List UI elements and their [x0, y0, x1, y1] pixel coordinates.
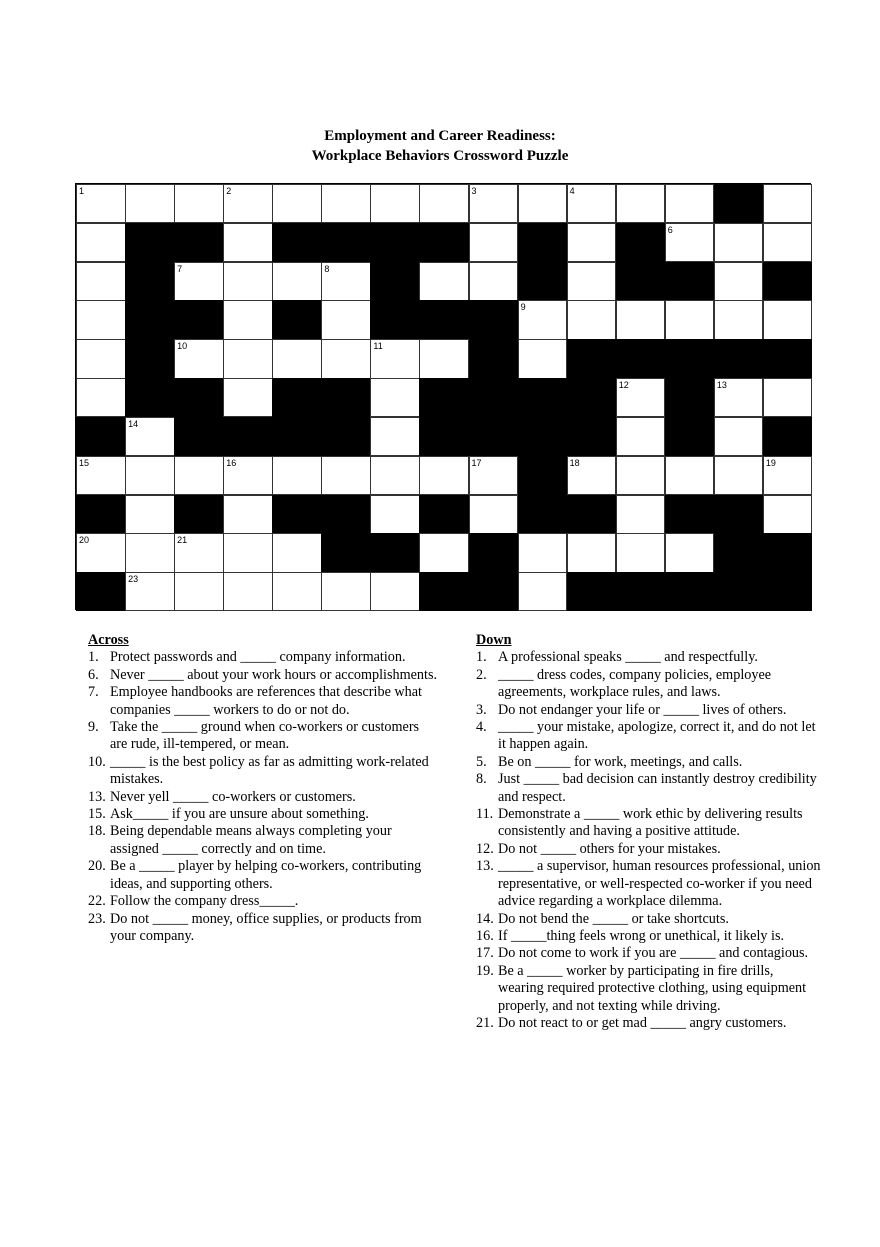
clue-text: _____ a supervisor, human resources professional, union representative, or well-respected co-worker if you need advice regarding a workplace dilemma.	[498, 858, 821, 910]
across-clue	[88, 649, 438, 666]
grid-cell[interactable]	[419, 262, 469, 301]
grid-cell-blocked	[321, 378, 371, 417]
grid-cell-blocked	[567, 495, 617, 534]
grid-cell-blocked	[370, 223, 420, 262]
clue-number: 19	[765, 457, 776, 468]
clue-number: 8	[324, 263, 330, 274]
clue-number: 22.	[88, 893, 106, 910]
grid-cell-blocked	[321, 223, 371, 262]
down-clue	[476, 649, 821, 666]
clue-text: Demonstrate a _____ work ethic by delivering results consistently and having a positive attitude.	[498, 806, 803, 840]
clue-number: 11	[373, 341, 383, 352]
grid-cell[interactable]	[76, 184, 126, 223]
down-clue	[476, 719, 821, 754]
clue-text: _____ is the best policy as far as admitting work-related mistakes.	[110, 753, 429, 788]
grid-cell[interactable]	[763, 495, 813, 534]
grid-cell-blocked	[518, 495, 568, 534]
clue-number: 12.	[476, 840, 494, 857]
grid-cell[interactable]	[763, 223, 813, 262]
grid-cell[interactable]	[469, 495, 519, 534]
grid-cell-blocked	[174, 223, 224, 262]
grid-cell-blocked	[714, 533, 764, 572]
clue-number: 4.	[476, 719, 487, 736]
grid-cell-blocked	[665, 572, 715, 611]
clue-number: 7	[177, 263, 183, 274]
grid-cell-blocked	[125, 339, 175, 378]
clue-number: 6	[667, 224, 673, 235]
grid-cell-blocked	[272, 300, 322, 339]
grid-cell-blocked	[174, 417, 224, 456]
down-clue	[476, 754, 821, 771]
clue-number: 14	[128, 418, 139, 429]
grid-cell-blocked	[419, 572, 469, 611]
crossword-grid	[75, 183, 811, 610]
grid-cell[interactable]	[223, 262, 273, 301]
grid-cell[interactable]	[714, 262, 764, 301]
grid-cell-blocked	[419, 417, 469, 456]
grid-cell[interactable]	[125, 417, 175, 456]
grid-cell[interactable]	[616, 300, 666, 339]
down-heading: Down	[476, 632, 512, 648]
grid-cell-blocked	[370, 533, 420, 572]
clue-text: Do not come to work if you are _____ and contagious.	[498, 945, 809, 962]
clue-number: 11.	[476, 806, 494, 823]
grid-cell-blocked	[174, 378, 224, 417]
clue-number: 1.	[476, 649, 487, 666]
title-line-1: Employment and Career Readiness:	[324, 128, 556, 144]
clue-number: 2.	[476, 666, 487, 683]
grid-cell-blocked	[223, 417, 273, 456]
grid-cell[interactable]	[567, 533, 617, 572]
clue-number: 13	[716, 380, 727, 391]
across-clue	[88, 667, 438, 684]
grid-cell-blocked	[567, 339, 617, 378]
grid-cell-blocked	[763, 572, 813, 611]
grid-cell[interactable]	[567, 300, 617, 339]
clue-text: Do not _____ others for your mistakes.	[498, 840, 721, 857]
grid-cell-blocked	[518, 417, 568, 456]
grid-cell-blocked	[518, 456, 568, 495]
grid-cell[interactable]	[665, 184, 715, 223]
clue-number: 19.	[476, 962, 494, 979]
grid-cell[interactable]	[469, 223, 519, 262]
grid-cell-blocked	[469, 572, 519, 611]
grid-cell[interactable]	[469, 262, 519, 301]
title-line-2: Workplace Behaviors Crossword Puzzle	[311, 148, 569, 164]
grid-cell[interactable]	[321, 572, 371, 611]
clue-number: 23.	[88, 910, 106, 927]
clue-number: 14.	[476, 910, 494, 927]
clue-number: 13.	[88, 788, 106, 805]
clue-number: 20.	[88, 858, 106, 875]
clue-text: Take the _____ ground when co-workers or customers are rude, ill-tempered, or mean.	[110, 719, 420, 753]
grid-cell[interactable]	[763, 184, 813, 223]
grid-cell[interactable]	[174, 262, 224, 301]
across-clues	[88, 632, 438, 945]
clue-text: Being dependable means always completing your assigned _____ correctly and on time.	[110, 823, 392, 857]
grid-cell-blocked	[714, 339, 764, 378]
grid-cell-blocked	[665, 378, 715, 417]
clue-number: 7.	[88, 684, 99, 701]
grid-cell-blocked	[763, 533, 813, 572]
clue-number: 4	[569, 186, 575, 196]
grid-cell-blocked	[518, 223, 568, 262]
down-clue	[476, 841, 821, 858]
clue-text: Do not _____ money, office supplies, or products from your company.	[110, 910, 422, 944]
grid-cell[interactable]	[567, 184, 617, 223]
grid-cell-blocked	[174, 495, 224, 534]
grid-cell-blocked	[370, 300, 420, 339]
grid-cell[interactable]	[174, 572, 224, 611]
grid-cell[interactable]	[321, 339, 371, 378]
grid-cell-blocked	[616, 223, 666, 262]
across-clue	[88, 911, 438, 946]
clue-text: Never yell _____ co-workers or customers.	[110, 788, 356, 805]
grid-cell[interactable]	[714, 223, 764, 262]
down-clue	[476, 702, 821, 719]
grid-cell[interactable]	[272, 456, 322, 495]
grid-cell[interactable]	[714, 300, 764, 339]
grid-cell[interactable]	[223, 456, 273, 495]
grid-cell-blocked	[419, 223, 469, 262]
across-clue	[88, 858, 438, 893]
grid-cell-blocked	[665, 417, 715, 456]
clue-text: Just _____ bad decision can instantly destroy credibility and respect.	[498, 771, 817, 805]
grid-cell-blocked	[616, 572, 666, 611]
grid-cell-blocked	[469, 300, 519, 339]
grid-cell-blocked	[567, 417, 617, 456]
grid-cell[interactable]	[616, 495, 666, 534]
grid-cell-blocked	[370, 262, 420, 301]
grid-cell[interactable]	[125, 184, 175, 223]
grid-cell[interactable]	[419, 339, 469, 378]
grid-cell[interactable]	[567, 262, 617, 301]
down-clues	[476, 632, 821, 1032]
grid-cell[interactable]	[272, 339, 322, 378]
clue-number: 9	[520, 302, 526, 313]
grid-cell[interactable]	[321, 262, 371, 301]
grid-cell[interactable]	[223, 378, 273, 417]
grid-cell[interactable]	[616, 456, 666, 495]
grid-cell[interactable]	[518, 300, 568, 339]
grid-cell[interactable]	[370, 572, 420, 611]
grid-cell-blocked	[272, 495, 322, 534]
grid-cell-blocked	[714, 495, 764, 534]
grid-cell[interactable]	[665, 533, 715, 572]
across-clue	[88, 893, 438, 910]
down-clue	[476, 806, 821, 841]
grid-cell[interactable]	[76, 456, 126, 495]
clue-number: 21.	[476, 1014, 494, 1031]
grid-cell[interactable]	[763, 456, 813, 495]
grid-cell[interactable]	[321, 184, 371, 223]
grid-cell[interactable]	[370, 456, 420, 495]
grid-cell[interactable]	[223, 533, 273, 572]
grid-cell-blocked	[272, 378, 322, 417]
down-clue-list	[476, 649, 821, 1032]
grid-cell[interactable]	[665, 223, 715, 262]
clue-number: 15	[79, 457, 90, 468]
grid-cell-blocked	[125, 300, 175, 339]
clue-text: Do not endanger your life or _____ lives of others.	[498, 701, 787, 718]
grid-cell-blocked	[665, 495, 715, 534]
clue-number: 1	[79, 186, 85, 196]
clue-text: Be a _____ worker by participating in fire drills, wearing required protective clothing, using equipment properly, and not texting while driving.	[498, 962, 807, 1014]
down-clue	[476, 963, 821, 1015]
grid-cell[interactable]	[518, 184, 568, 223]
clue-number: 3.	[476, 701, 487, 718]
grid-cell[interactable]	[616, 417, 666, 456]
clue-number: 21	[177, 535, 188, 546]
grid-cell[interactable]	[272, 262, 322, 301]
grid-cell-blocked	[714, 572, 764, 611]
down-clue	[476, 911, 821, 928]
grid-cell[interactable]	[567, 456, 617, 495]
down-clue	[476, 945, 821, 962]
grid-cell-blocked	[616, 262, 666, 301]
grid-cell[interactable]	[125, 572, 175, 611]
across-clue	[88, 789, 438, 806]
grid-cell[interactable]	[370, 184, 420, 223]
grid-cell-blocked	[76, 417, 126, 456]
grid-cell[interactable]	[665, 300, 715, 339]
clue-number: 10	[177, 341, 188, 352]
clue-text: _____ your mistake, apologize, correct it, and do not let it happen again.	[498, 719, 816, 753]
grid-cell-blocked	[665, 262, 715, 301]
grid-cell-blocked	[714, 184, 764, 223]
clue-number: 15.	[88, 806, 106, 823]
grid-cell[interactable]	[76, 300, 126, 339]
clue-number: 2	[226, 186, 232, 196]
clue-text: If _____thing feels wrong or unethical, it likely is.	[498, 927, 785, 944]
clue-number: 16.	[476, 927, 494, 944]
grid-cell[interactable]	[567, 223, 617, 262]
clue-number: 17.	[476, 945, 494, 962]
grid-cell[interactable]	[763, 300, 813, 339]
down-clue	[476, 1015, 821, 1032]
clue-text: Do not bend the _____ or take shortcuts.	[498, 910, 729, 927]
grid-cell[interactable]	[518, 339, 568, 378]
grid-cell[interactable]	[714, 456, 764, 495]
grid-cell[interactable]	[370, 495, 420, 534]
grid-cell[interactable]	[616, 184, 666, 223]
grid-cell[interactable]	[125, 495, 175, 534]
grid-cell-blocked	[76, 572, 126, 611]
grid-cell-blocked	[174, 300, 224, 339]
grid-cell[interactable]	[174, 339, 224, 378]
grid-cell[interactable]	[370, 417, 420, 456]
grid-cell-blocked	[125, 262, 175, 301]
grid-cell[interactable]	[370, 339, 420, 378]
grid-cell-blocked	[518, 378, 568, 417]
across-clue	[88, 823, 438, 858]
grid-cell-blocked	[616, 339, 666, 378]
across-clue	[88, 806, 438, 823]
grid-cell[interactable]	[76, 223, 126, 262]
grid-cell[interactable]	[518, 572, 568, 611]
grid-cell-blocked	[567, 378, 617, 417]
grid-cell[interactable]	[223, 223, 273, 262]
grid-cell-blocked	[125, 378, 175, 417]
grid-cell[interactable]	[714, 378, 764, 417]
clue-number: 12	[618, 380, 629, 391]
grid-cell-blocked	[469, 378, 519, 417]
grid-cell[interactable]	[419, 184, 469, 223]
clue-text: A professional speaks _____ and respectfully.	[498, 649, 758, 666]
grid-cell[interactable]	[665, 456, 715, 495]
clue-text: _____ dress codes, company policies, employee agreements, workplace rules, and laws.	[498, 666, 772, 701]
clue-text: Follow the company dress_____.	[110, 893, 299, 910]
clue-text: Be a _____ player by helping co-workers, contributing ideas, and supporting others.	[110, 858, 422, 892]
grid-cell[interactable]	[370, 378, 420, 417]
grid-cell-blocked	[321, 417, 371, 456]
across-clue	[88, 754, 438, 789]
grid-cell[interactable]	[174, 533, 224, 572]
grid-cell[interactable]	[223, 495, 273, 534]
grid-cell-blocked	[665, 339, 715, 378]
clue-text: Be on _____ for work, meetings, and calls.	[498, 753, 743, 770]
clue-text: Protect passwords and _____ company information.	[110, 649, 406, 666]
grid-cell-blocked	[567, 572, 617, 611]
grid-cell-blocked	[763, 417, 813, 456]
clue-number: 23	[128, 574, 139, 585]
grid-cell[interactable]	[76, 378, 126, 417]
grid-cell-blocked	[272, 417, 322, 456]
grid-cell[interactable]	[125, 456, 175, 495]
puzzle-title	[0, 126, 880, 166]
down-clue	[476, 928, 821, 945]
down-clue	[476, 667, 821, 702]
clue-number: 13.	[476, 858, 494, 875]
clue-number: 10.	[88, 753, 106, 770]
grid-cell-blocked	[469, 339, 519, 378]
grid-cell[interactable]	[469, 456, 519, 495]
grid-cell[interactable]	[616, 378, 666, 417]
grid-cell[interactable]	[321, 456, 371, 495]
grid-cell[interactable]	[518, 533, 568, 572]
clue-number: 22	[471, 535, 482, 546]
down-clue	[476, 771, 821, 806]
across-clue	[88, 684, 438, 719]
grid-cell[interactable]	[272, 533, 322, 572]
clue-text: Do not react to or get mad _____ angry customers.	[498, 1014, 787, 1031]
grid-cell[interactable]	[321, 300, 371, 339]
grid-cell[interactable]	[125, 533, 175, 572]
clue-number: 1.	[88, 649, 99, 666]
clue-number: 8.	[476, 771, 487, 788]
grid-cell[interactable]	[223, 339, 273, 378]
grid-cell-blocked	[419, 378, 469, 417]
grid-cell-blocked	[518, 262, 568, 301]
grid-cell[interactable]	[469, 184, 519, 223]
clue-number: 18	[569, 457, 580, 468]
across-clue	[88, 719, 438, 754]
grid-cell[interactable]	[76, 262, 126, 301]
clue-number: 9.	[88, 719, 99, 736]
grid-cell[interactable]	[714, 417, 764, 456]
clue-number: 3	[471, 186, 477, 196]
grid-cell-blocked	[419, 300, 469, 339]
across-heading: Across	[88, 632, 129, 648]
clue-number: 5	[716, 186, 722, 196]
grid-cell[interactable]	[76, 339, 126, 378]
clue-number: 6.	[88, 666, 99, 683]
grid-cell-blocked	[763, 262, 813, 301]
across-clue-list	[88, 649, 438, 945]
clue-text: Ask_____ if you are unsure about something.	[110, 806, 369, 823]
grid-cell-blocked	[469, 533, 519, 572]
grid-cell[interactable]	[76, 533, 126, 572]
grid-cell-blocked	[321, 533, 371, 572]
grid-cell[interactable]	[419, 456, 469, 495]
down-clue	[476, 858, 821, 910]
grid-cell[interactable]	[174, 184, 224, 223]
clue-number: 17	[471, 457, 482, 468]
grid-cell-blocked	[321, 495, 371, 534]
grid-cell[interactable]	[419, 533, 469, 572]
grid-cell-blocked	[272, 223, 322, 262]
grid-cell-blocked	[419, 495, 469, 534]
grid-cell-blocked	[125, 223, 175, 262]
grid-cell-blocked	[469, 417, 519, 456]
grid-cell[interactable]	[616, 533, 666, 572]
grid-cell-blocked	[763, 339, 813, 378]
clue-text: Employee handbooks are references that describe what companies _____ workers to do or not do.	[110, 684, 422, 718]
grid-cell[interactable]	[272, 572, 322, 611]
clue-number: 5.	[476, 753, 487, 770]
clue-number: 18.	[88, 823, 106, 840]
clue-text: Never _____ about your work hours or accomplishments.	[110, 666, 438, 683]
grid-cell[interactable]	[223, 184, 273, 223]
grid-cell[interactable]	[272, 184, 322, 223]
clue-number: 16	[226, 457, 237, 468]
grid-cell[interactable]	[174, 456, 224, 495]
grid-cell-blocked	[76, 495, 126, 534]
grid-cell[interactable]	[763, 378, 813, 417]
grid-cell[interactable]	[223, 572, 273, 611]
clue-number: 20	[79, 535, 90, 546]
grid-cell[interactable]	[223, 300, 273, 339]
